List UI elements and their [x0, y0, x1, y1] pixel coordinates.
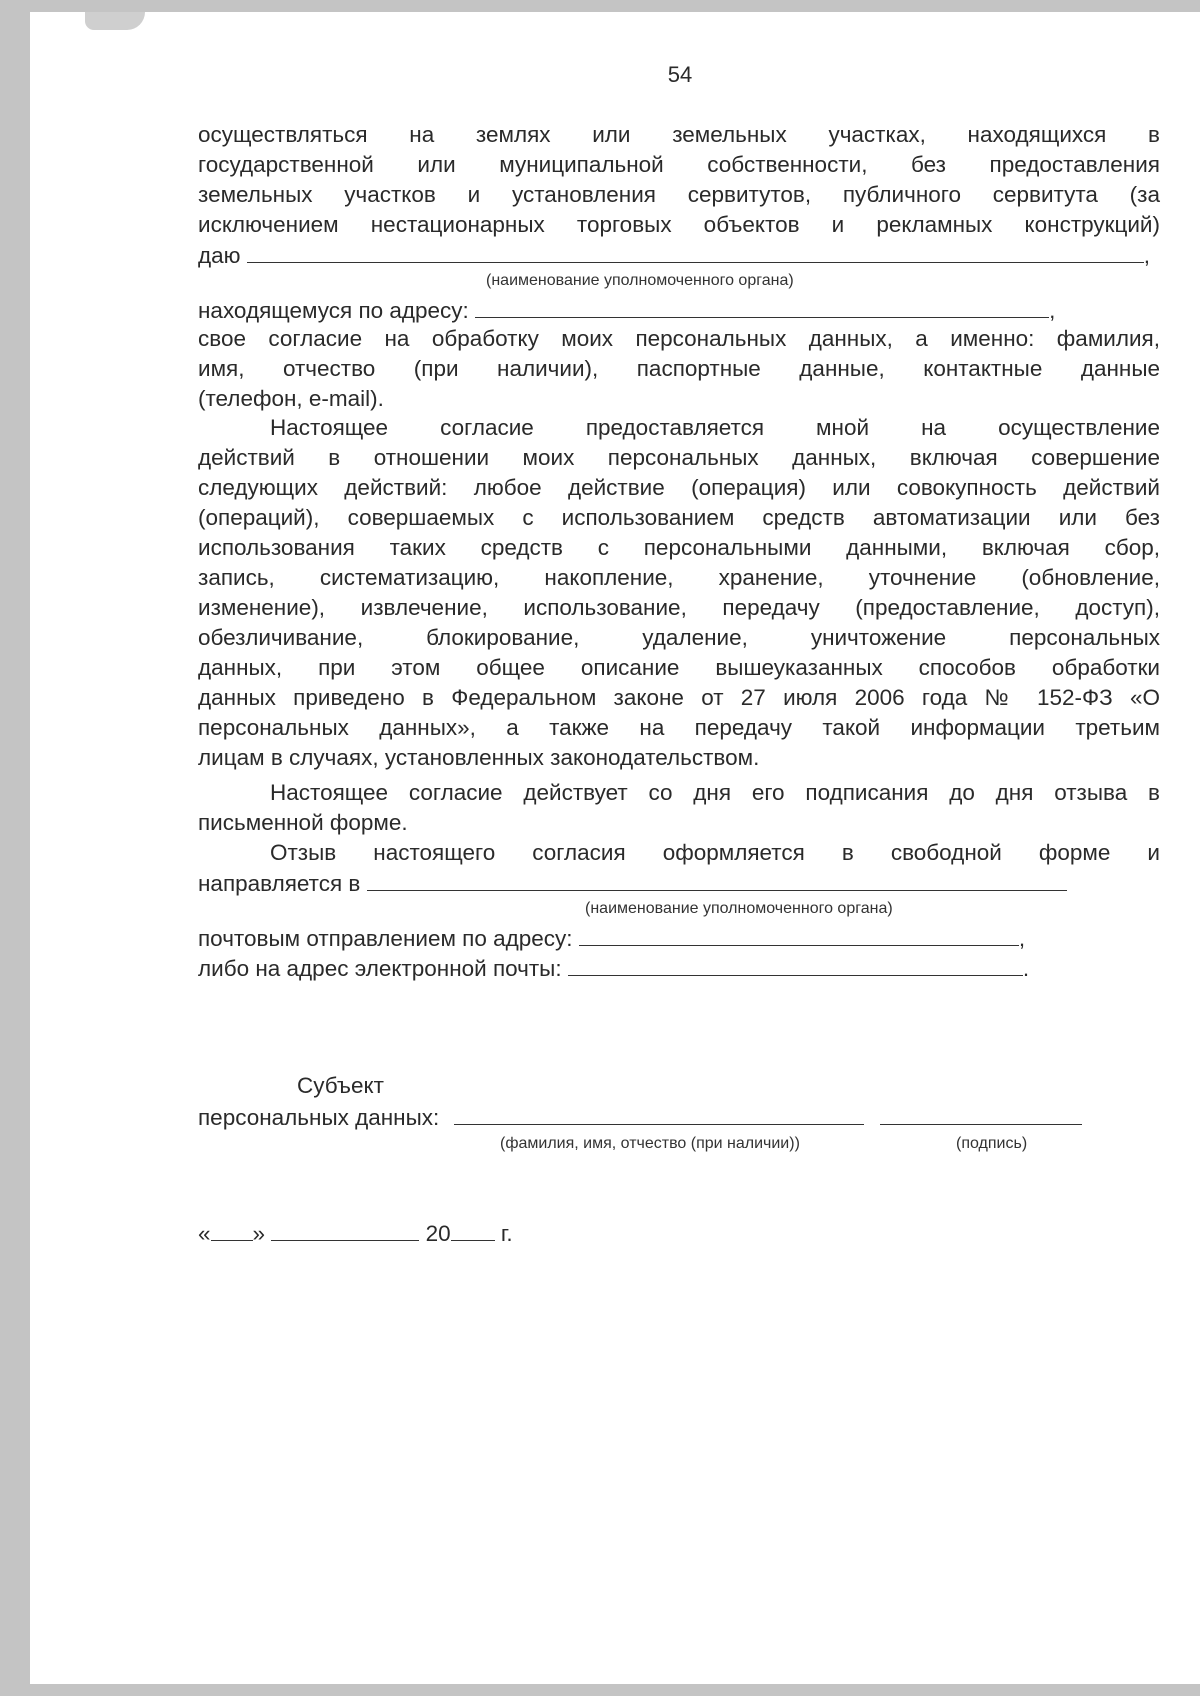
authority-caption: (наименование уполномоченного органа) — [486, 272, 794, 289]
text-line: данных, при этом общее описание вышеуказанных способов обработки — [198, 655, 1160, 680]
authority-caption-2: (наименование уполномоченного органа) — [585, 900, 893, 917]
text-line: Настоящее согласие предоставляется мной на осуществление — [270, 415, 1160, 440]
date-line — [198, 1218, 513, 1249]
text-line: изменение), извлечение, использование, передачу (предоставление, доступ), — [198, 595, 1160, 620]
email-line — [198, 953, 1029, 984]
text-line: осуществляться на землях или земельных участках, находящихся в — [198, 122, 1160, 147]
signature-field[interactable] — [880, 1102, 1082, 1125]
text-line: письменной форме. — [198, 810, 408, 835]
authority-name-field[interactable] — [247, 240, 1144, 263]
text-line: Отзыв настоящего согласия оформляется в свободной форме и — [270, 840, 1160, 865]
subject-name-field[interactable] — [454, 1102, 864, 1125]
email-punct: . — [1022, 956, 1030, 981]
text-line: свое согласие на обработку моих персональных данных, а именно: фамилия, — [198, 326, 1160, 351]
signature-line — [198, 1102, 1082, 1133]
give-label: даю — [198, 243, 241, 268]
sign-caption: (подпись) — [956, 1135, 1028, 1152]
year-suffix: г. — [500, 1221, 513, 1246]
text-line: государственной или муниципальной собственности, без предоставления — [198, 152, 1160, 177]
address-label: находящемуся по адресу: — [198, 298, 469, 323]
text-line: обезличивание, блокирование, удаление, уничтожение персональных — [198, 625, 1160, 650]
name-caption: (фамилия, имя, отчество (при наличии)) — [500, 1135, 800, 1152]
postal-line — [198, 923, 1025, 954]
page-number: 54 — [667, 62, 693, 87]
text-line: Настоящее согласие действует со дня его подписания до дня отзыва в — [270, 780, 1160, 805]
date-open-quote: « — [198, 1221, 211, 1246]
text-line: данных приведено в Федеральном законе от 27 июля 2006 года № 152-ФЗ «О — [198, 685, 1160, 710]
text-line: (телефон, e-mail). — [198, 386, 384, 411]
give-punct: , — [1143, 243, 1151, 268]
postal-label: почтовым отправлением по адресу: — [198, 926, 573, 951]
address-punct: , — [1049, 298, 1056, 323]
text-line: действий в отношении моих персональных данных, включая совершение — [198, 445, 1160, 470]
text-line: персональных данных», а также на передачу такой информации третьим — [198, 715, 1160, 740]
postal-punct: , — [1018, 926, 1026, 951]
date-close-quote: » — [252, 1221, 266, 1246]
month-field[interactable] — [271, 1218, 419, 1241]
consent-intro — [198, 120, 1160, 240]
scan-smudge — [85, 12, 145, 30]
validity-paragraph — [198, 778, 1160, 838]
text-line: следующих действий: любое действие (операция) или совокупность действий — [198, 475, 1160, 500]
text-line: использования таких средств с персональными данными, включая сбор, — [198, 535, 1160, 560]
authority-address-field[interactable] — [475, 295, 1049, 318]
give-line — [198, 240, 1150, 271]
consent-statement — [198, 324, 1160, 414]
text-line: запись, систематизацию, накопление, хранение, уточнение (обновление, — [198, 565, 1160, 590]
text-line: (операций), совершаемых с использованием средств автоматизации или без — [198, 505, 1160, 530]
text-line: имя, отчество (при наличии), паспортные данные, контактные данные — [198, 356, 1160, 381]
revocation-paragraph — [198, 838, 1160, 868]
directed-line — [198, 868, 1067, 899]
year-prefix: 20 — [425, 1221, 451, 1246]
subject-label: Субъект — [297, 1073, 384, 1098]
email-label: либо на адрес электронной почты: — [198, 956, 562, 981]
postal-address-field[interactable] — [579, 923, 1019, 946]
text-line: исключением нестационарных торговых объектов и рекламных конструкций) — [198, 212, 1160, 237]
revocation-authority-field[interactable] — [367, 868, 1067, 891]
email-address-field[interactable] — [568, 953, 1023, 976]
subject-label-2: персональных данных: — [198, 1105, 440, 1130]
year-field[interactable] — [451, 1218, 495, 1241]
day-field[interactable] — [211, 1218, 253, 1241]
processing-paragraph — [198, 413, 1160, 773]
directed-label: направляется в — [198, 871, 361, 896]
text-line: лицам в случаях, установленных законодательством. — [198, 745, 760, 770]
text-line: земельных участков и установления сервитутов, публичного сервитута (за — [198, 182, 1160, 207]
address-line — [198, 295, 1055, 326]
